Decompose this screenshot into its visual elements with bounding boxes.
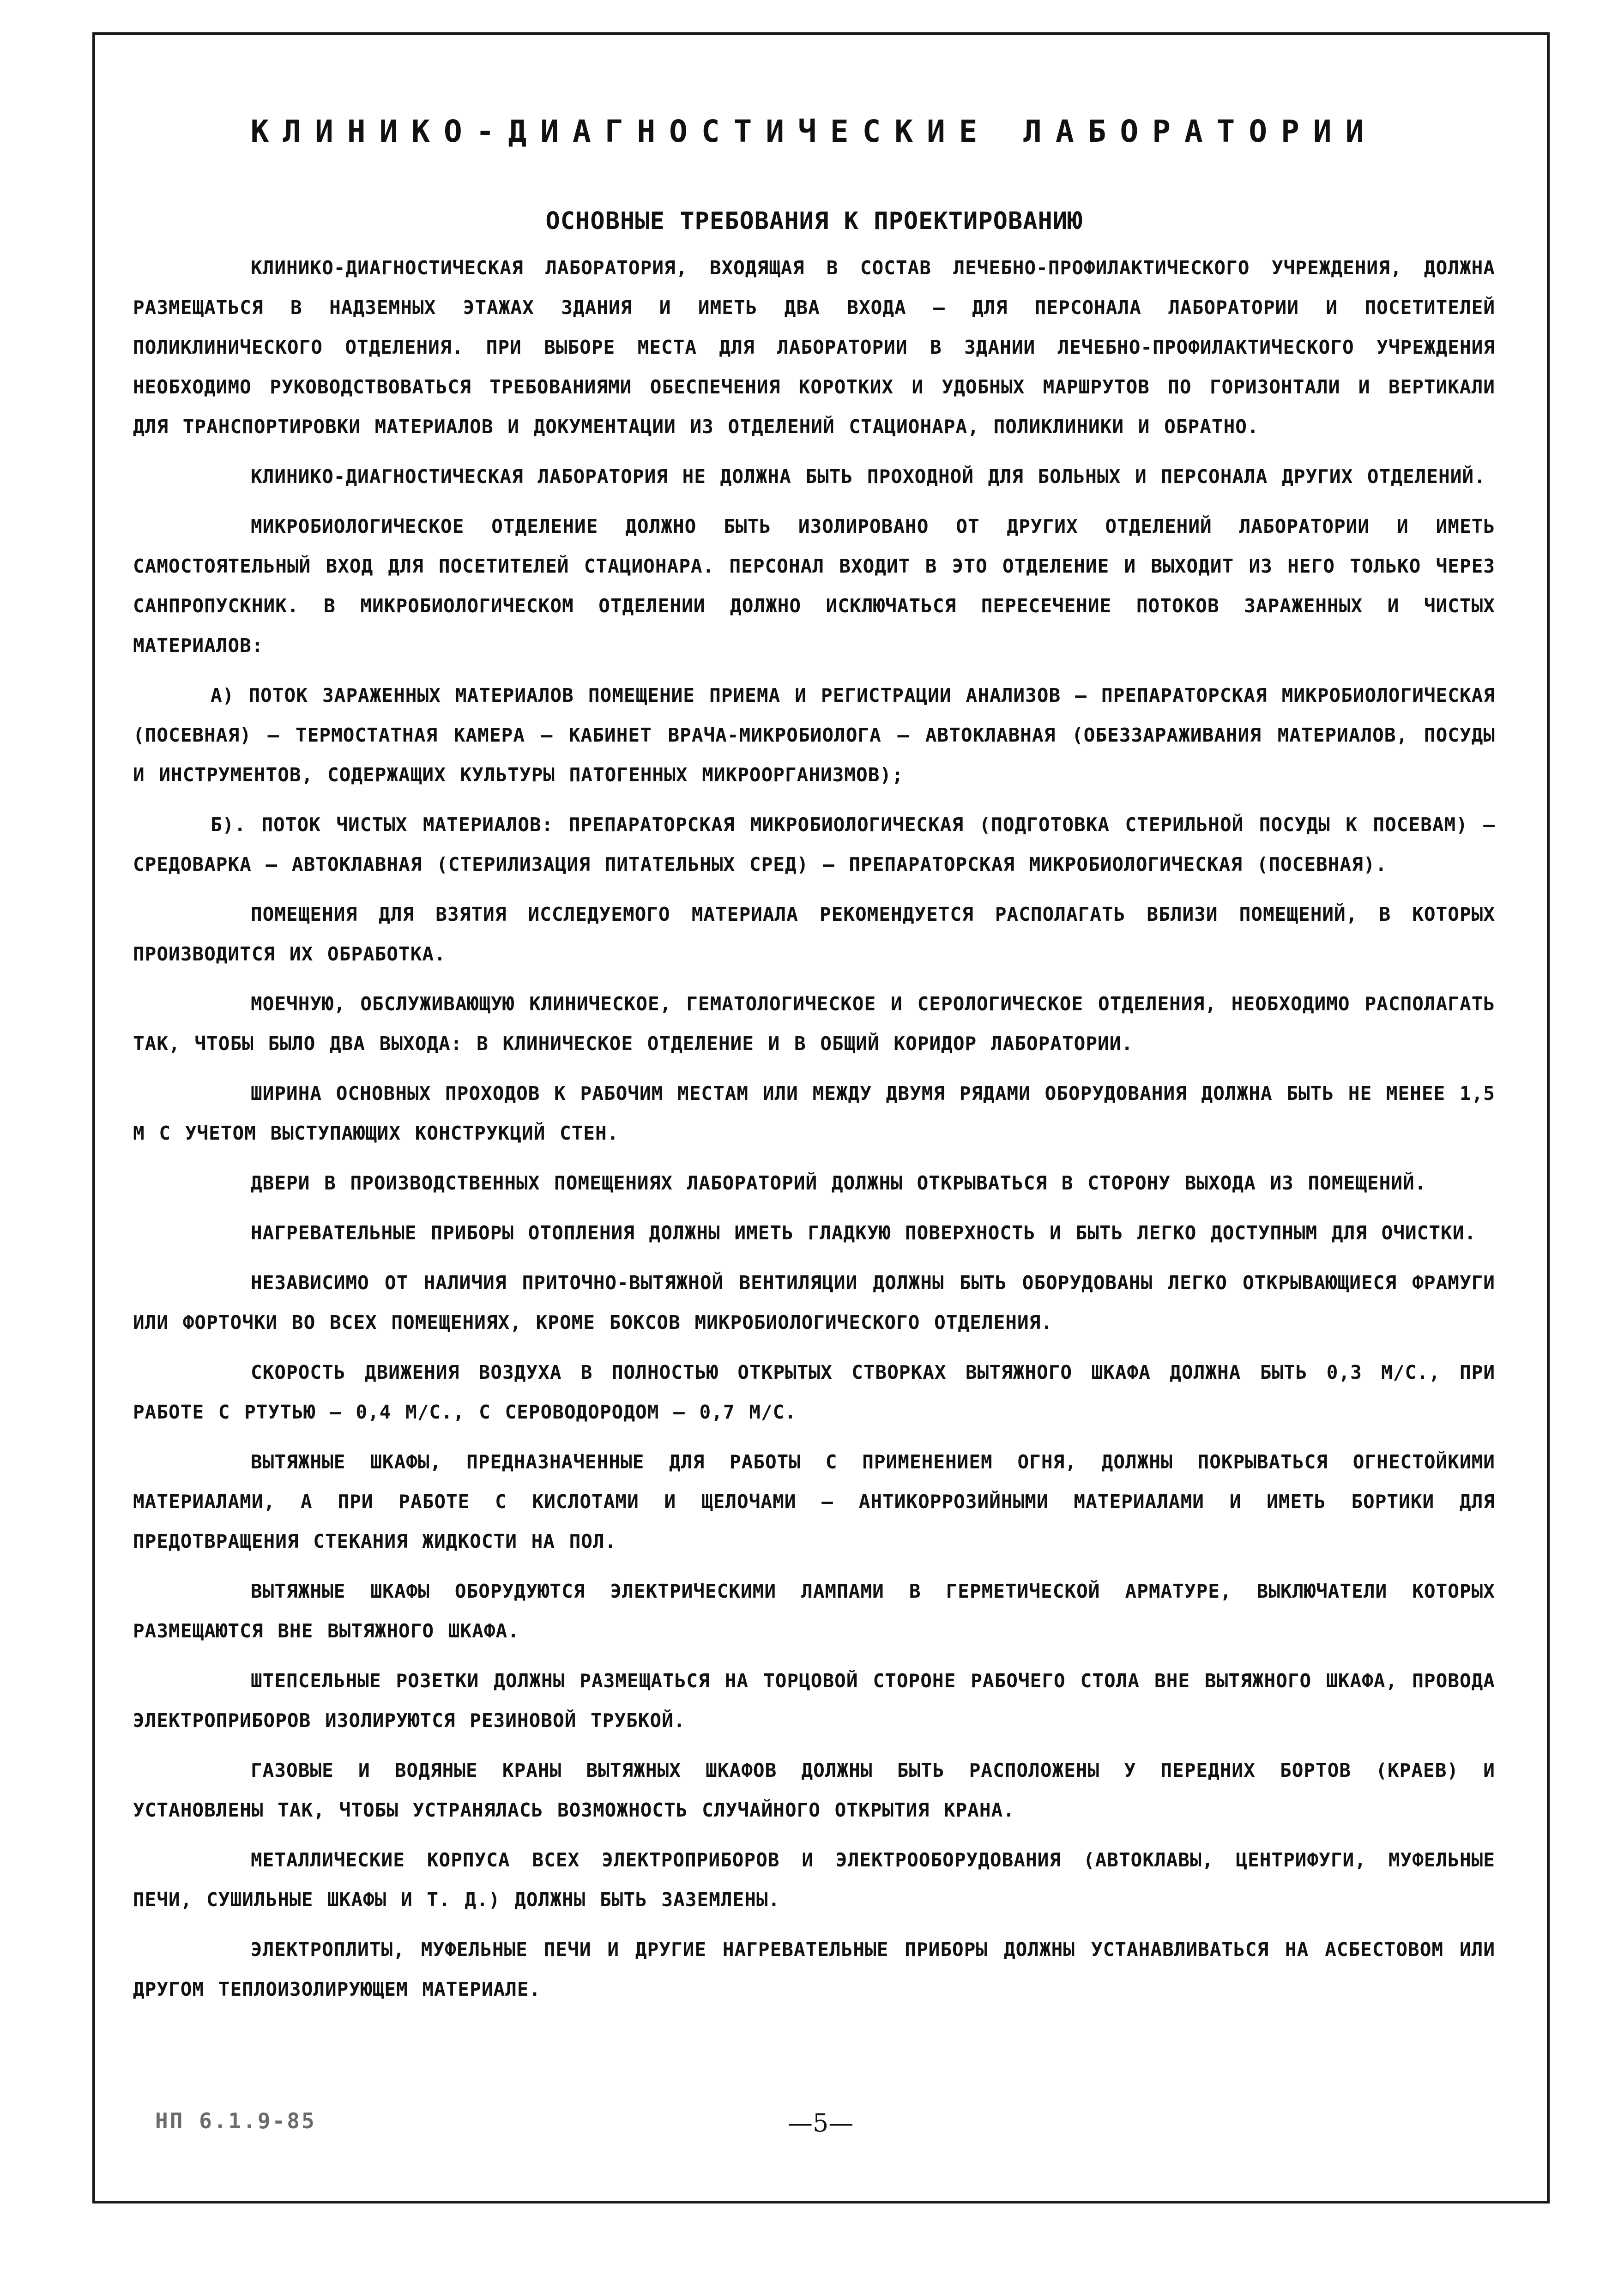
paragraph-contaminated-flow: А) ПОТОК ЗАРАЖЕННЫХ МАТЕРИАЛОВ ПОМЕЩЕНИЕ ПРИЕМА И РЕГИСТРАЦИИ АНАЛИЗОВ — ПРЕПАРАТОРСКАЯ МИКРОБИОЛОГИЧЕСКАЯ (ПОСЕВНАЯ) — ТЕРМОСТАТНАЯ КАМЕРА — КАБИНЕТ ВРАЧА-МИКРОБИОЛОГА — АВТОКЛАВНАЯ (ОБЕЗЗАРАЖИВАНИЯ МАТЕРИАЛОВ, ПОСУДЫ И ИНСТРУМЕНТОВ, СОДЕРЖАЩИХ КУЛЬТУРЫ ПАТОГЕННЫХ МИКРООРГАНИЗМОВ); bbox=[133, 684, 1495, 786]
paragraph-passage-width: ШИРИНА ОСНОВНЫХ ПРОХОДОВ К РАБОЧИМ МЕСТАМ ИЛИ МЕЖДУ ДВУМЯ РЯДАМИ ОБОРУДОВАНИЯ ДОЛЖНА БЫТЬ НЕ МЕНЕЕ 1,5 М С УЧЕТОМ ВЫСТУПАЮЩИХ КОНСТРУКЦИЙ СТЕН. bbox=[133, 1082, 1495, 1144]
paragraph-air-speed: СКОРОСТЬ ДВИЖЕНИЯ ВОЗДУХА В ПОЛНОСТЬЮ ОТКРЫТЫХ СТВОРКАХ ВЫТЯЖНОГО ШКАФА ДОЛЖНА БЫТЬ 0,3 М/С., ПРИ РАБОТЕ С РТУТЬЮ — 0,4 М/С., С СЕРОВОДОРОДОМ — 0,7 М/С. bbox=[133, 1361, 1495, 1423]
page-frame bbox=[92, 32, 1550, 2203]
paragraph-sampling-rooms: ПОМЕЩЕНИЯ ДЛЯ ВЗЯТИЯ ИССЛЕДУЕМОГО МАТЕРИАЛА РЕКОМЕНДУЕТСЯ РАСПОЛАГАТЬ ВБЛИЗИ ПОМЕЩЕНИЙ, В КОТОРЫХ ПРОИЗВОДИТСЯ ИХ ОБРАБОТКА. bbox=[133, 903, 1495, 965]
paragraph-heating: НАГРЕВАТЕЛЬНЫЕ ПРИБОРЫ ОТОПЛЕНИЯ ДОЛЖНЫ ИМЕТЬ ГЛАДКУЮ ПОВЕРХНОСТЬ И БЫТЬ ЛЕГКО ДОСТУПНЫМ ДЛЯ ОЧИСТКИ. bbox=[251, 1222, 1477, 1244]
paragraph-fume-hood-coating: ВЫТЯЖНЫЕ ШКАФЫ, ПРЕДНАЗНАЧЕННЫЕ ДЛЯ РАБОТЫ С ПРИМЕНЕНИЕМ ОГНЯ, ДОЛЖНЫ ПОКРЫВАТЬСЯ ОГНЕСТОЙКИМИ МАТЕРИАЛАМИ, А ПРИ РАБОТЕ С КИСЛОТАМИ И ЩЕЛОЧАМИ — АНТИКОРРОЗИЙНЫМИ МАТЕРИАЛАМИ И ИМЕТЬ БОРТИКИ ДЛЯ ПРЕДОТВРАЩЕНИЯ СТЕКАНИЯ ЖИДКОСТИ НА ПОЛ. bbox=[133, 1451, 1495, 1552]
paragraph-grounding: МЕТАЛЛИЧЕСКИЕ КОРПУСА ВСЕХ ЭЛЕКТРОПРИБОРОВ И ЭЛЕКТРООБОРУДОВАНИЯ (АВТОКЛАВЫ, ЦЕНТРИФУГИ, МУФЕЛЬНЫЕ ПЕЧИ, СУШИЛЬНЫЕ ШКАФЫ И Т. Д.) ДОЛЖНЫ БЫТЬ ЗАЗЕМЛЕНЫ. bbox=[133, 1849, 1495, 1911]
page-number: —5— bbox=[788, 2108, 854, 2137]
paragraph-doors: ДВЕРИ В ПРОИЗВОДСТВЕННЫХ ПОМЕЩЕНИЯХ ЛАБОРАТОРИЙ ДОЛЖНЫ ОТКРЫВАТЬСЯ В СТОРОНУ ВЫХОДА ИЗ ПОМЕЩЕНИЙ. bbox=[251, 1172, 1427, 1194]
document-title: КЛИНИКО-ДИАГНОСТИЧЕСКИЕ ЛАБОРАТОРИИ bbox=[250, 114, 1378, 149]
paragraph-heaters-insulation: ЭЛЕКТРОПЛИТЫ, МУФЕЛЬНЫЕ ПЕЧИ И ДРУГИЕ НАГРЕВАТЕЛЬНЫЕ ПРИБОРЫ ДОЛЖНЫ УСТАНАВЛИВАТЬСЯ НА АСБЕСТОВОМ ИЛИ ДРУГОМ ТЕПЛОИЗОЛИРУЮЩЕМ МАТЕРИАЛЕ. bbox=[133, 1938, 1495, 2000]
document-body bbox=[133, 114, 1495, 2019]
paragraph-washroom: МОЕЧНУЮ, ОБСЛУЖИВАЮЩУЮ КЛИНИЧЕСКОЕ, ГЕМАТОЛОГИЧЕСКОЕ И СЕРОЛОГИЧЕСКОЕ ОТДЕЛЕНИЯ, НЕОБХОДИМО РАСПОЛАГАТЬ ТАК, ЧТОБЫ БЫЛО ДВА ВЫХОДА: В КЛИНИЧЕСКОЕ ОТДЕЛЕНИЕ И В ОБЩИЙ КОРИДОР ЛАБОРАТОРИИ. bbox=[133, 993, 1495, 1055]
paragraph-not-passable: КЛИНИКО-ДИАГНОСТИЧЕСКАЯ ЛАБОРАТОРИЯ НЕ ДОЛЖНА БЫТЬ ПРОХОДНОЙ ДЛЯ БОЛЬНЫХ И ПЕРСОНАЛА ДРУГИХ ОТДЕЛЕНИЙ. bbox=[251, 465, 1486, 488]
page-footer bbox=[95, 2108, 1547, 2150]
paragraph-sockets: ШТЕПСЕЛЬНЫЕ РОЗЕТКИ ДОЛЖНЫ РАЗМЕЩАТЬСЯ НА ТОРЦОВОЙ СТОРОНЕ РАБОЧЕГО СТОЛА ВНЕ ВЫТЯЖНОГО ШКАФА, ПРОВОДА ЭЛЕКТРОПРИБОРОВ ИЗОЛИРУЮТСЯ РЕЗИНОВОЙ ТРУБКОЙ. bbox=[133, 1670, 1495, 1732]
paragraph-lab-placement: КЛИНИКО-ДИАГНОСТИЧЕСКАЯ ЛАБОРАТОРИЯ, ВХОДЯЩАЯ В СОСТАВ ЛЕЧЕБНО-ПРОФИЛАКТИЧЕСКОГО УЧРЕЖДЕНИЯ, ДОЛЖНА РАЗМЕЩАТЬСЯ В НАДЗЕМНЫХ ЭТАЖАХ ЗДАНИЯ И ИМЕТЬ ДВА ВХОДА — ДЛЯ ПЕРСОНАЛА ЛАБОРАТОРИИ И ПОСЕТИТЕЛЕЙ ПОЛИКЛИНИЧЕСКОГО ОТДЕЛЕНИЯ. ПРИ ВЫБОРЕ МЕСТА ДЛЯ ЛАБОРАТОРИИ В ЗДАНИИ ЛЕЧЕБНО-ПРОФИЛАКТИЧЕСКОГО УЧРЕЖДЕНИЯ НЕОБХОДИМО РУКОВОДСТВОВАТЬСЯ ТРЕБОВАНИЯМИ ОБЕСПЕЧЕНИЯ КОРОТКИХ И УДОБНЫХ МАРШРУТОВ ПО ГОРИЗОНТАЛИ И ВЕРТИКАЛИ ДЛЯ ТРАНСПОРТИРОВКИ МАТЕРИАЛОВ И ДОКУМЕНТАЦИИ ИЗ ОТДЕЛЕНИЙ СТАЦИОНАРА, ПОЛИКЛИНИКИ И ОБРАТНО. bbox=[133, 257, 1495, 438]
paragraph-fume-hood-lamps: ВЫТЯЖНЫЕ ШКАФЫ ОБОРУДУЮТСЯ ЭЛЕКТРИЧЕСКИМИ ЛАМПАМИ В ГЕРМЕТИЧЕСКОЙ АРМАТУРЕ, ВЫКЛЮЧАТЕЛИ КОТОРЫХ РАЗМЕЩАЮТСЯ ВНЕ ВЫТЯЖНОГО ШКАФА. bbox=[133, 1580, 1495, 1642]
paragraph-taps: ГАЗОВЫЕ И ВОДЯНЫЕ КРАНЫ ВЫТЯЖНЫХ ШКАФОВ ДОЛЖНЫ БЫТЬ РАСПОЛОЖЕНЫ У ПЕРЕДНИХ БОРТОВ (КРАЕВ) И УСТАНОВЛЕНЫ ТАК, ЧТОБЫ УСТРАНЯЛАСЬ ВОЗМОЖНОСТЬ СЛУЧАЙНОГО ОТКРЫТИЯ КРАНА. bbox=[133, 1759, 1495, 1821]
paragraph-ventilation: НЕЗАВИСИМО ОТ НАЛИЧИЯ ПРИТОЧНО-ВЫТЯЖНОЙ ВЕНТИЛЯЦИИ ДОЛЖНЫ БЫТЬ ОБОРУДОВАНЫ ЛЕГКО ОТКРЫВАЮЩИЕСЯ ФРАМУГИ ИЛИ ФОРТОЧКИ ВО ВСЕХ ПОМЕЩЕНИЯХ, КРОМЕ БОКСОВ МИКРОБИОЛОГИЧЕСКОГО ОТДЕЛЕНИЯ. bbox=[133, 1272, 1495, 1334]
document-subtitle: ОСНОВНЫЕ ТРЕБОВАНИЯ К ПРОЕКТИРОВАНИЮ bbox=[545, 207, 1083, 235]
document-code: НП 6.1.9-85 bbox=[155, 2108, 316, 2133]
paragraph-clean-flow: Б). ПОТОК ЧИСТЫХ МАТЕРИАЛОВ: ПРЕПАРАТОРСКАЯ МИКРОБИОЛОГИЧЕСКАЯ (ПОДГОТОВКА СТЕРИЛЬНОЙ ПОСУДЫ К ПОСЕВАМ) — СРЕДОВАРКА — АВТОКЛАВНАЯ (СТЕРИЛИЗАЦИЯ ПИТАТЕЛЬНЫХ СРЕД) — ПРЕПАРАТОРСКАЯ МИКРОБИОЛОГИЧЕСКАЯ (ПОСЕВНАЯ). bbox=[133, 814, 1495, 875]
paragraph-microbiology-isolation: МИКРОБИОЛОГИЧЕСКОЕ ОТДЕЛЕНИЕ ДОЛЖНО БЫТЬ ИЗОЛИРОВАНО ОТ ДРУГИХ ОТДЕЛЕНИЙ ЛАБОРАТОРИИ И ИМЕТЬ САМОСТОЯТЕЛЬНЫЙ ВХОД ДЛЯ ПОСЕТИТЕЛЕЙ СТАЦИОНАРА. ПЕРСОНАЛ ВХОДИТ В ЭТО ОТДЕЛЕНИЕ И ВЫХОДИТ ИЗ НЕГО ТОЛЬКО ЧЕРЕЗ САНПРОПУСКНИК. В МИКРОБИОЛОГИЧЕСКОМ ОТДЕЛЕНИИ ДОЛЖНО ИСКЛЮЧАТЬСЯ ПЕРЕСЕЧЕНИЕ ПОТОКОВ ЗАРАЖЕННЫХ И ЧИСТЫХ МАТЕРИАЛОВ: bbox=[133, 515, 1495, 657]
